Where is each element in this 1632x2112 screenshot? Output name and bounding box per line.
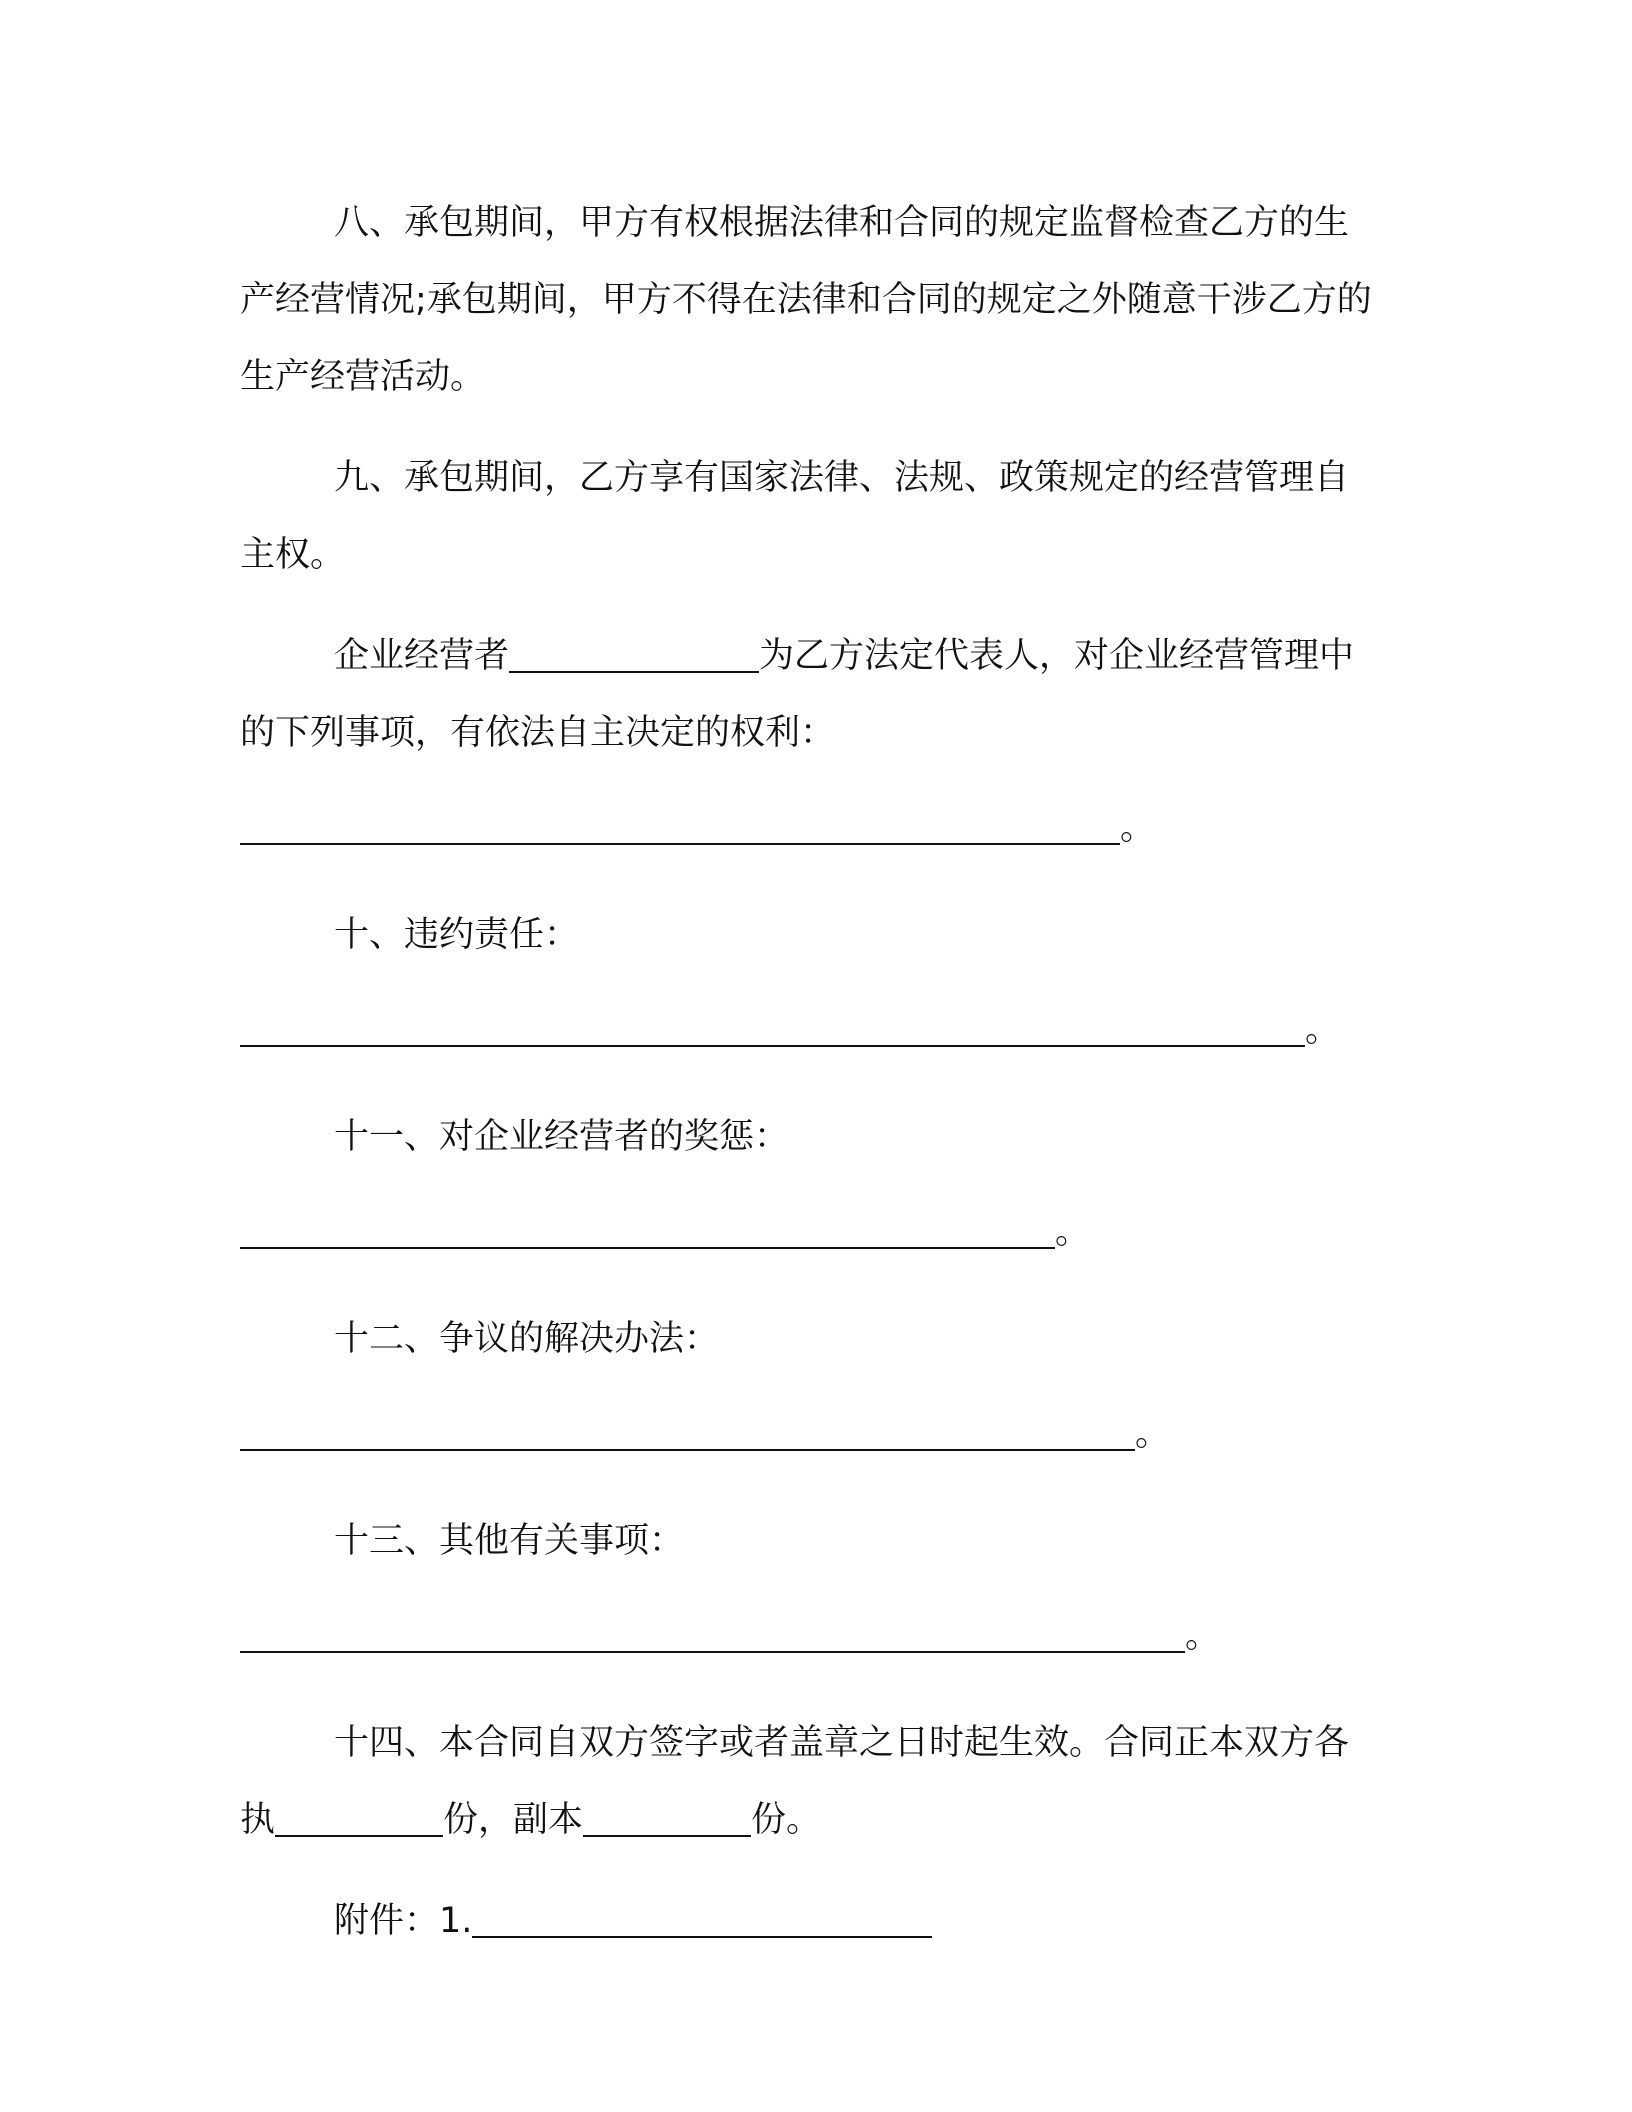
breach-blank[interactable] [240, 1011, 1305, 1047]
clause-11: 十一、对企业经营者的奖惩： [334, 1117, 790, 1157]
breach-blank-line [240, 992, 1380, 1069]
line-end-mark: 。 [1185, 1616, 1221, 1656]
clause-10: 十、违约责任： [334, 915, 580, 955]
rights-blank[interactable] [240, 809, 1120, 845]
other-blank[interactable] [240, 1617, 1185, 1653]
clause-14-mid: 份，副本 [443, 1800, 584, 1840]
other-blank-line [240, 1598, 1380, 1675]
operator-prefix: 企业经营者 [334, 636, 510, 676]
line-end-mark: 。 [1135, 1414, 1171, 1454]
clause-14 [240, 1705, 1380, 1859]
document-body [240, 185, 1380, 1960]
clause-8: 八、承包期间，甲方有权根据法律和合同的规定监督检查乙方的生产经营情况;承包期间，甲方不得在法律和合同的规定之外随意干涉乙方的生产经营活动。 [240, 203, 1372, 397]
operator-suffix: 为乙方法定代表人，对企业经营管理中的下列事项，有依法自主决定的权利： [240, 636, 1355, 753]
clause-9: 九、承包期间，乙方享有国家法律、法规、政策规定的经营管理自主权。 [240, 458, 1350, 575]
line-end-mark: 。 [1120, 808, 1156, 848]
attachment-blank[interactable] [472, 1902, 932, 1938]
original-copies-blank[interactable] [275, 1801, 443, 1837]
clause-14-suffix: 份。 [751, 1800, 822, 1840]
line-end-mark: 。 [1055, 1212, 1091, 1252]
rights-blank-line [240, 790, 1380, 867]
line-end-mark: 。 [1305, 1010, 1341, 1050]
operator-name-blank[interactable] [509, 637, 759, 673]
clause-12: 十二、争议的解决办法： [334, 1319, 720, 1359]
attachment-line [240, 1883, 1380, 1960]
attachment-label: 附件：1. [334, 1901, 473, 1941]
clause-14-prefix: 十四、本合同自双方签字或者盖章之日时起生效。合同正本双方各执 [240, 1723, 1350, 1840]
reward-blank[interactable] [240, 1213, 1055, 1249]
dispute-blank-line [240, 1396, 1380, 1473]
dispute-blank[interactable] [240, 1415, 1135, 1451]
duplicate-copies-blank[interactable] [583, 1801, 751, 1837]
reward-blank-line [240, 1194, 1380, 1271]
clause-13: 十三、其他有关事项： [334, 1521, 685, 1561]
operator-clause [240, 618, 1380, 772]
